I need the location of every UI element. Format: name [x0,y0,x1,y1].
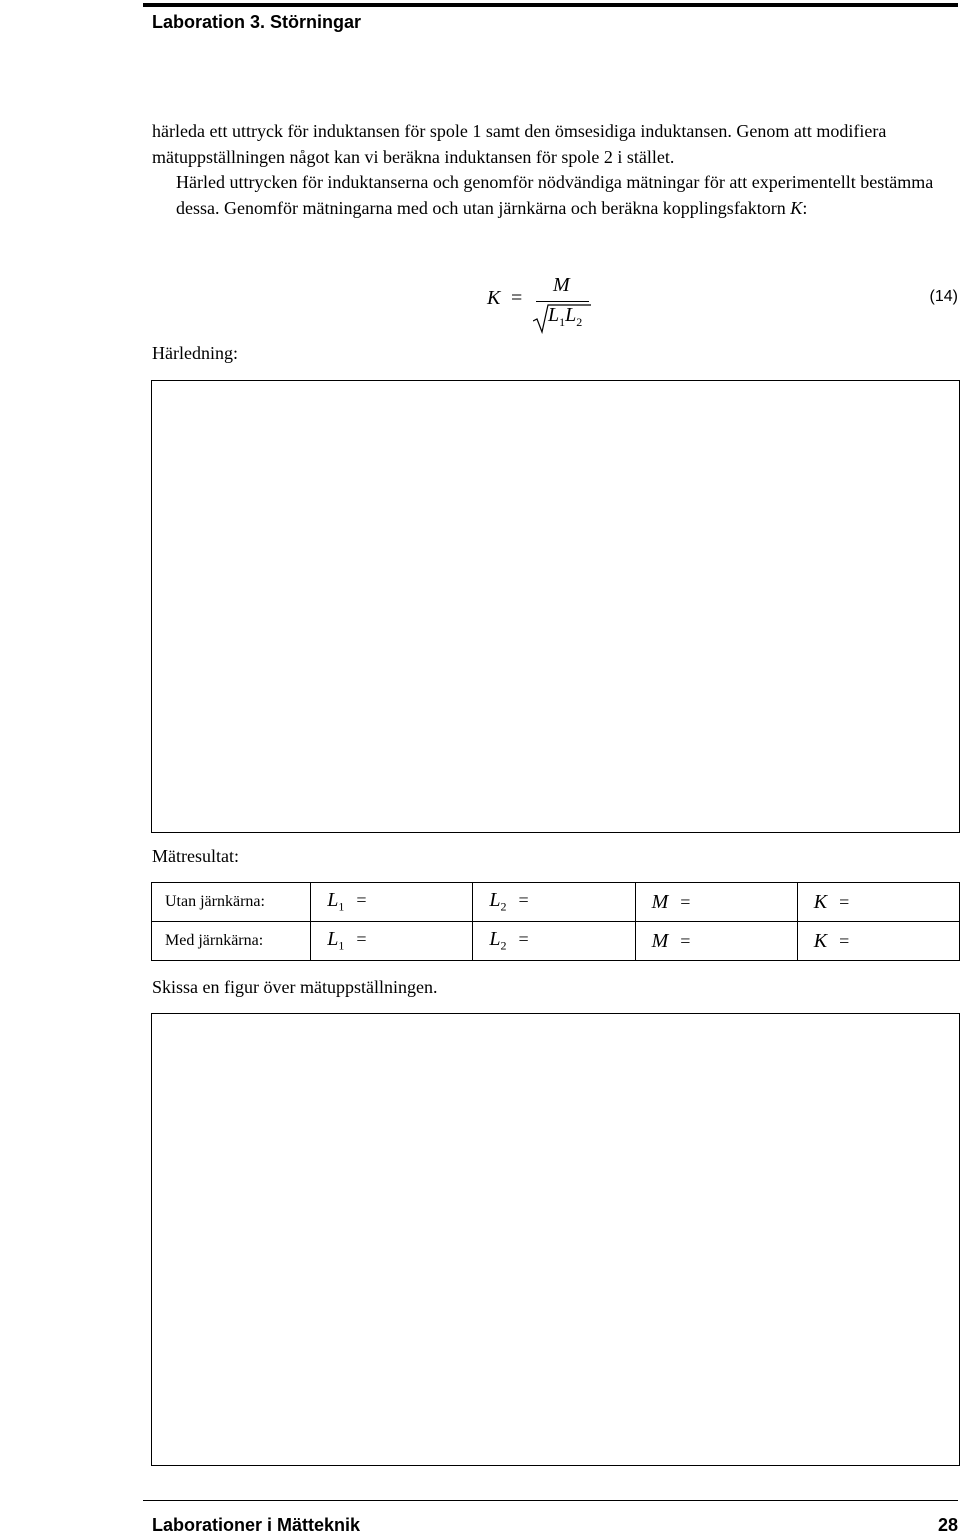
paragraph-2-text: Härled uttrycken för induktanserna och genomför nödvändiga mätningar för att experimentellt bestämma dessa. Genomför mätningarna med och utan järnkärna och beräkna kopplingsfaktorn [176,172,934,218]
footer-rule [143,1500,958,1501]
result-cell-k[interactable]: K = [797,883,959,922]
result-cell-m[interactable]: M = [635,922,797,961]
row-label: Med järnkärna: [152,922,311,961]
equation-number: (14) [929,288,958,305]
header-rule [143,3,958,7]
result-cell-l1[interactable]: $L_1$ = [311,883,473,922]
paragraph-2-end: : [802,197,808,218]
result-cell-m[interactable]: M = [635,883,797,922]
formula-equals: = [511,287,523,309]
derivation-label: Härledning: [152,343,238,363]
fraction-bar [536,301,589,302]
formula-lhs: K [487,287,501,309]
den-a: L [548,304,560,326]
sketch-label: Skissa en figur över mätuppställningen. [152,977,438,997]
result-cell-k[interactable]: K = [797,922,959,961]
paragraph-1: härleda ett uttryck för induktansen för spole 1 samt den ömsesidiga induktansen. Genom att modifiera mätuppställningen något kan vi beräkna induktansen för spole 2 i stället. [152,121,887,167]
den-a-sub: 1 [559,315,566,329]
row-label: Utan järnkärna: [152,883,311,922]
table-row [152,883,960,922]
derivation-box[interactable] [151,380,960,833]
result-cell-l2[interactable]: $L_2$ = [473,883,635,922]
coupling-formula [487,274,607,334]
results-table [151,882,960,961]
result-cell-l2[interactable]: $L_2$ = [473,922,635,961]
formula-numerator: M [553,274,570,296]
paragraph-2-variable: K [790,197,803,218]
results-label: Mätresultat: [152,846,239,866]
den-b-sub: 2 [576,315,583,329]
paragraph-2 [152,170,936,221]
den-b: L [565,304,577,326]
footer-title: Laborationer i Mätteknik [152,1515,361,1535]
table-row [152,922,960,961]
sketch-box[interactable] [151,1013,960,1466]
result-cell-l1[interactable]: $L_1$ = [311,922,473,961]
formula-denominator [548,304,582,327]
header-title: Laboration 3. Störningar [152,12,362,32]
page-number: 28 [937,1515,958,1535]
